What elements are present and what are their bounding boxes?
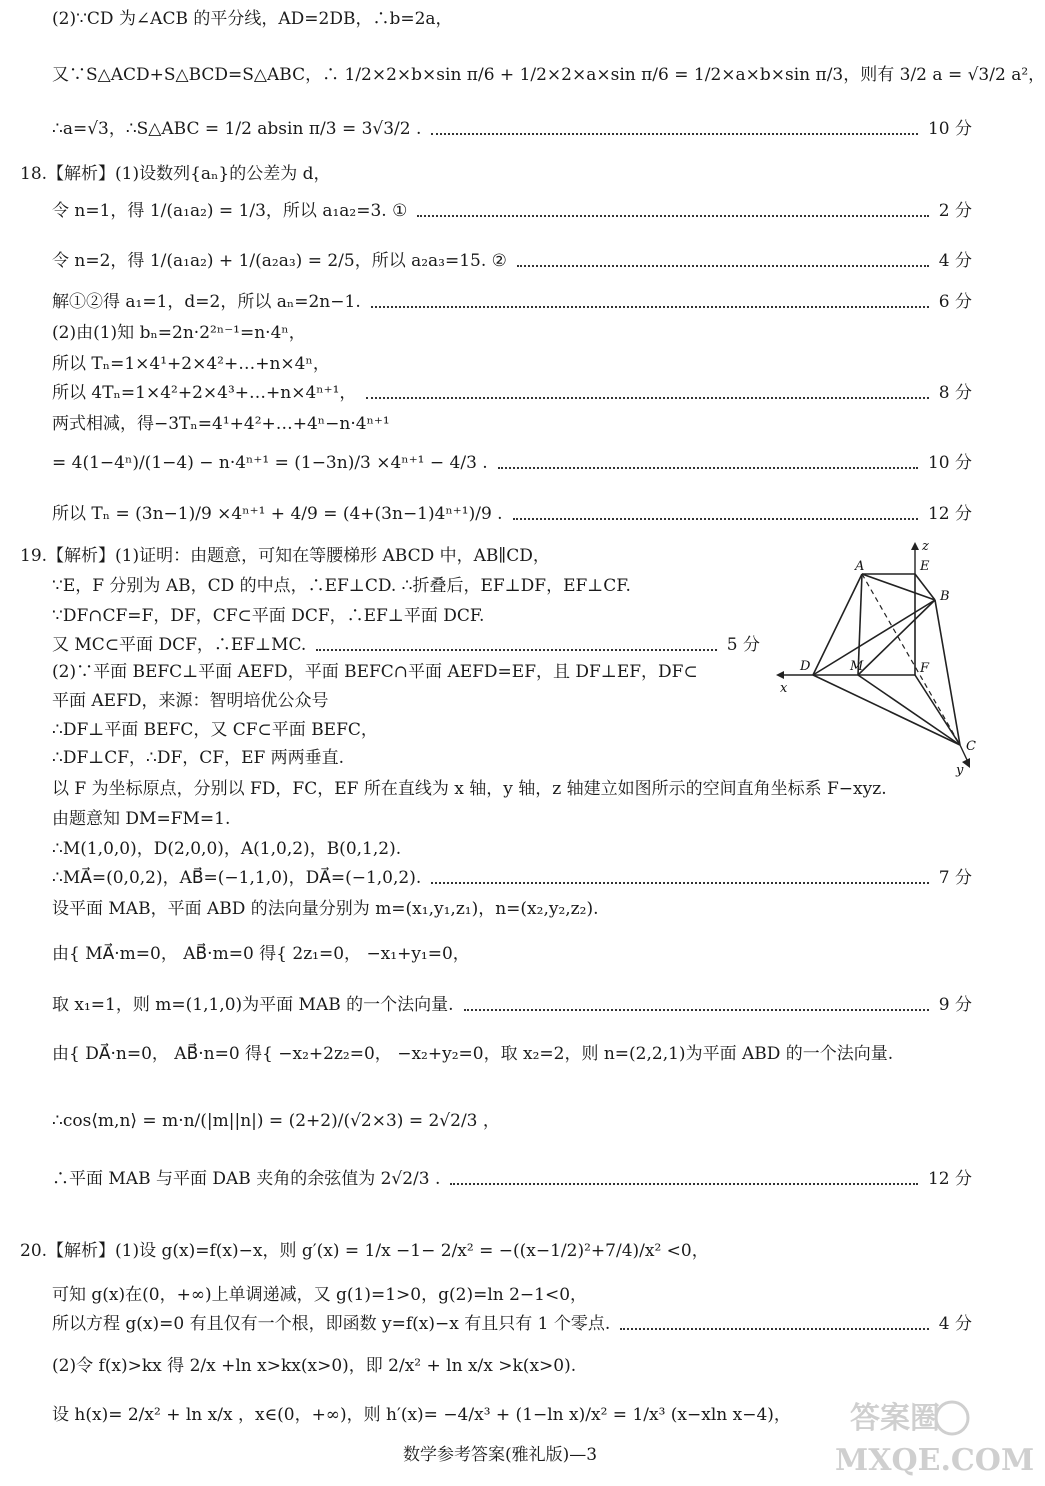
text-line-l29: 由{ DA⃗·n=0， AB⃗·n=0 得{ −x₂+2z₂=0， −x₂+y₂=0，取 x₂=2，则 n=(2,2,1)为平面 ABD 的一个法向量. [52,1044,894,1064]
score-s28: 9 分 [938,995,972,1015]
edge-MC [858,675,960,745]
text-line-l10: 所以 4Tₙ=1×4²+2×4³+…+n×4ⁿ⁺¹， [52,383,357,403]
dot-leader [464,1009,929,1011]
text-line-l05: 令 n=1，得 1/(a₁a₂) = 1/3，所以 a₁a₂=3. ① [52,201,408,221]
dot-leader [417,215,928,217]
text-line-l32: 20.【解析】(1)设 g(x)=f(x)−x，则 g′(x) = 1/x −1− 2/x² = −((x−1/2)²+7/4)/x² <0， [20,1241,709,1261]
label-A: A [855,559,865,574]
text-line-l03: ∴a=√3，∴S△ABC = 1/2 absin π/3 = 3√3/2 . [52,119,422,139]
text-line-l14: 19.【解析】(1)证明：由题意，可知在等腰梯形 ABCD 中，AB∥CD， [20,546,550,566]
text-line-l20: ∴DF⊥平面 BEFC，又 CF⊂平面 BEFC， [52,720,378,740]
label-B: B [940,589,950,604]
text-line-l31: ∴平面 MAB 与平面 DAB 夹角的余弦值为 2√2/3 . [52,1169,441,1189]
watermark-bottom: MXQE.COM [835,1443,1035,1478]
dot-leader [498,467,918,469]
text-line-l25: ∴MA⃗=(0,0,2)，AB⃗=(−1,1,0)，DA⃗=(−1,0,2). [52,868,422,888]
text-line-l18: (2)∵平面 BEFC⊥平面 AEFD，平面 BEFC∩平面 AEFD=EF，且 DF⊥EF，DF⊂ [52,662,698,682]
text-line-l33: 可知 g(x)在(0，+∞)上单调递减，又 g(1)=1>0，g(2)=ln 2−1<0， [52,1285,588,1305]
label-E: E [920,559,930,574]
dot-leader [450,1183,918,1185]
dot-leader [513,518,918,520]
score-s07: 6 分 [938,292,972,312]
dot-leader [517,265,929,267]
dot-leader [620,1328,929,1330]
score-s25: 7 分 [938,868,972,888]
dot-leader [366,397,928,399]
text-line-l02: 又∵S△ACD+S△BCD=S△ABC，∴ 1/2×2×b×sin π/6 + 1/2×2×a×sin π/6 = 1/2×a×b×sin π/3，则有 3/2 a = √3/2 a²， [52,65,1045,85]
text-line-l36: 设 h(x)= 2/x² + ln x/x ，x∈(0，+∞)，则 h′(x)= −4/x³ + (1−ln x)/x² = 1/x³ (x−xln x−4)， [52,1405,791,1425]
dot-leader [371,306,929,308]
label-z: z [922,539,929,554]
watermark-top: 答案圈 [850,1401,940,1436]
text-line-l08: (2)由(1)知 bₙ=2n·2²ⁿ⁻¹=n·4ⁿ， [52,323,306,343]
score-s10: 8 分 [938,383,972,403]
text-line-l21: ∴DF⊥CF，∴DF，CF，EF 两两垂直. [52,748,345,768]
text-line-l17: 又 MC⊂平面 DCF，∴EF⊥MC. [52,635,307,655]
text-line-l35: (2)令 f(x)>kx 得 2/x +ln x>kx(x>0)，即 2/x² + ln x/x >k(x>0). [52,1356,577,1376]
text-line-l28: 取 x₁=1，则 m=(1,1,0)为平面 MAB 的一个法向量. [52,995,454,1015]
watermark-logo [780,1390,1035,1480]
text-line-l12: = 4(1−4ⁿ)/(1−4) − n·4ⁿ⁺¹ = (1−3n)/3 ×4ⁿ⁺¹ − 4/3 . [52,453,488,473]
dot-leader [316,649,716,651]
geometry-figure [770,540,990,780]
score-s05: 2 分 [938,201,972,221]
score-s13: 12 分 [927,504,972,524]
text-line-l04: 18.【解析】(1)设数列{aₙ}的公差为 d， [20,164,331,184]
dot-leader [431,133,918,135]
text-line-l01: (2)∵CD 为∠ACB 的平分线，AD=2DB，∴b=2a， [52,9,453,29]
text-line-l23: 由题意知 DM=FM=1. [52,809,231,829]
label-x: x [780,681,788,696]
text-line-l19: 平面 AEFD，来源：智明培优公众号 [52,691,329,711]
dot-leader [431,882,929,884]
text-line-l34: 所以方程 g(x)=0 有且仅有一个根，即函数 y=f(x)−x 有且只有 1 个零点. [52,1314,611,1334]
text-line-l22: 以 F 为坐标原点，分别以 FD，FC，EF 所在直线为 x 轴，y 轴，z 轴建立如图所示的空间直角坐标系 F−xyz. [52,779,887,799]
label-y: y [956,763,964,778]
text-line-l26: 设平面 MAB，平面 ABD 的法向量分别为 m=(x₁,y₁,z₁)，n=(x₂,y₂,z₂). [52,899,599,919]
score-s03: 10 分 [927,119,972,139]
text-line-l13: 所以 Tₙ = (3n−1)/9 ×4ⁿ⁺¹ + 4/9 = (4+(3n−1)4ⁿ⁺¹)/9 . [52,504,503,524]
text-line-l07: 解①②得 a₁=1，d=2，所以 aₙ=2n−1. [52,292,361,312]
label-M: M [850,659,864,674]
score-s34: 4 分 [938,1314,972,1334]
text-line-l09: 所以 Tₙ=1×4¹+2×4²+…+n×4ⁿ， [52,354,330,374]
label-D: D [800,659,811,674]
label-C: C [966,739,976,754]
score-s17: 5 分 [726,635,760,655]
label-F: F [920,661,930,676]
text-line-l27: 由{ MA⃗·m=0， AB⃗·m=0 得{ 2z₁=0， −x₁+y₁=0， [52,944,470,964]
text-line-l30: ∴cos⟨m,n⟩ = m·n/(|m||n|) = (2+2)/(√2×3) = 2√2/3 ， [52,1111,500,1131]
score-s12: 10 分 [927,453,972,473]
text-line-l24: ∴M(1,0,0)，D(2,0,0)，A(1,0,2)，B(0,1,2). [52,839,402,859]
page-footer: 数学参考答案(雅礼版)—3 [402,1445,598,1465]
text-line-l15: ∵E，F 分别为 AB，CD 的中点，∴EF⊥CD. ∴折叠后，EF⊥DF，EF⊥CF. [52,576,631,596]
text-line-l06: 令 n=2，得 1/(a₁a₂) + 1/(a₂a₃) = 2/5，所以 a₂a₃=15. ② [52,251,507,271]
text-line-l11: 两式相减，得−3Tₙ=4¹+4²+…+4ⁿ−n·4ⁿ⁺¹ [52,414,390,434]
score-s31: 12 分 [927,1169,972,1189]
score-s06: 4 分 [938,251,972,271]
text-line-l16: ∵DF∩CF=F，DF，CF⊂平面 DCF，∴EF⊥平面 DCF. [52,606,485,626]
